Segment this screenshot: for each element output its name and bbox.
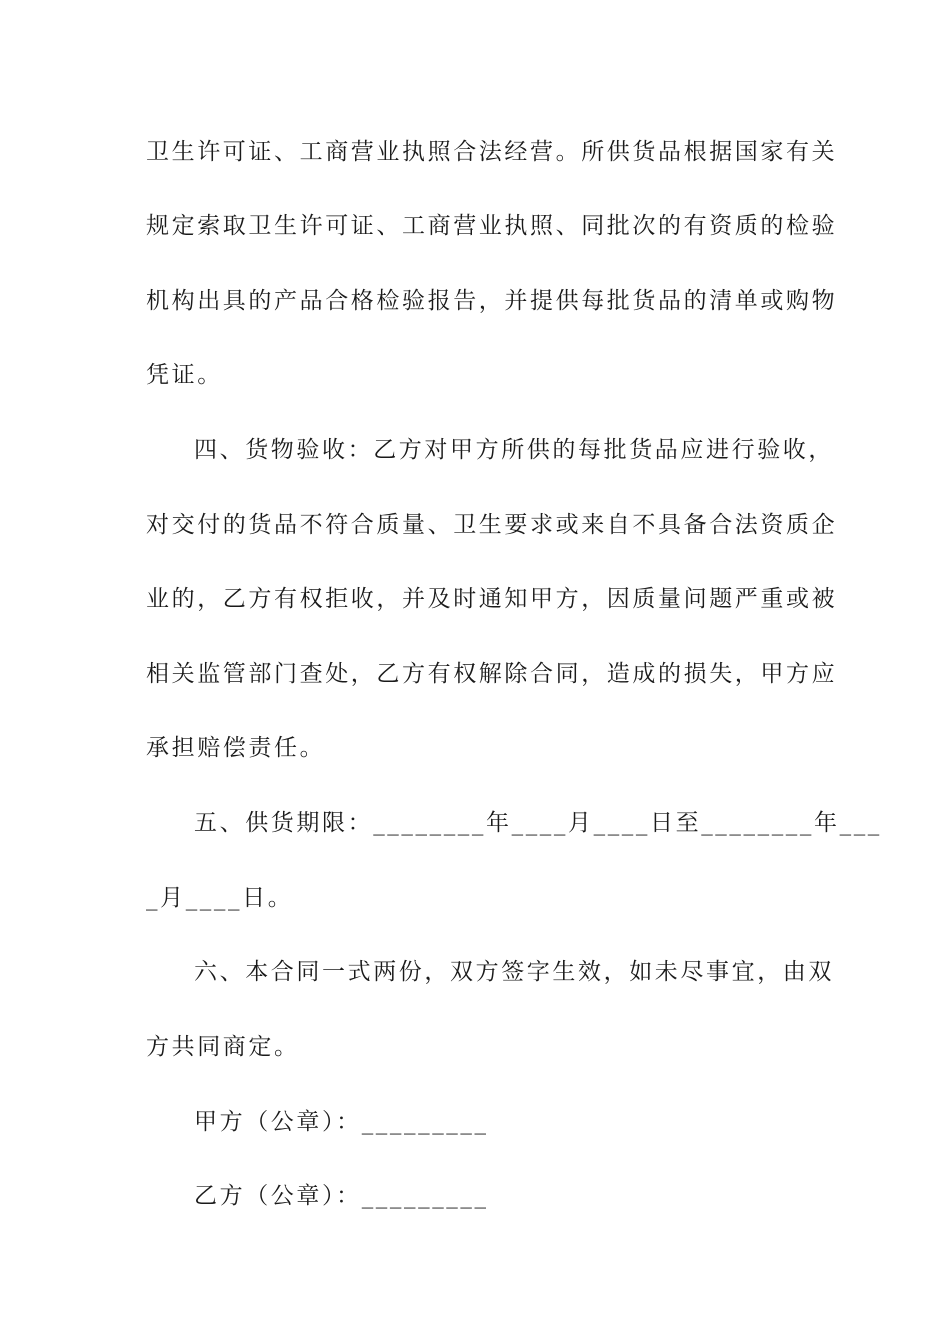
clause-4-line-5: 承担赔偿责任。 <box>146 735 326 761</box>
clause-6-line-1: 六、本合同一式两份，双方签字生效，如未尽事宜，由双 <box>194 959 834 985</box>
clause-3-line-2: 规定索取卫生许可证、工商营业执照、同批次的有资质的检验 <box>146 213 838 239</box>
clause-3-line-3: 机构出具的产品合格检验报告，并提供每批货品的清单或购物 <box>146 288 838 314</box>
clause-4-line-4: 相关监管部门查处，乙方有权解除合同，造成的损失，甲方应 <box>146 661 838 687</box>
clause-3-line-1: 卫生许可证、工商营业执照合法经营。所供货品根据国家有关 <box>146 139 838 165</box>
clause-5-line-2: _月____日。 <box>146 885 294 911</box>
party-a-signature-line: 甲方（公章）：_________ <box>194 1109 489 1135</box>
party-b-signature-line: 乙方（公章）：_________ <box>194 1183 489 1209</box>
clause-4-line-3: 业的，乙方有权拒收，并及时通知甲方，因质量问题严重或被 <box>146 586 838 612</box>
clause-4-line-2: 对交付的货品不符合质量、卫生要求或来自不具备合法资质企 <box>146 512 838 538</box>
clause-6-line-2: 方共同商定。 <box>146 1034 300 1060</box>
clause-5-line-1: 五、供货期限：________年____月____日至________年___ <box>194 810 882 836</box>
clause-4-line-1: 四、货物验收：乙方对甲方所供的每批货品应进行验收， <box>194 437 834 463</box>
clause-3-line-4: 凭证。 <box>146 362 223 388</box>
